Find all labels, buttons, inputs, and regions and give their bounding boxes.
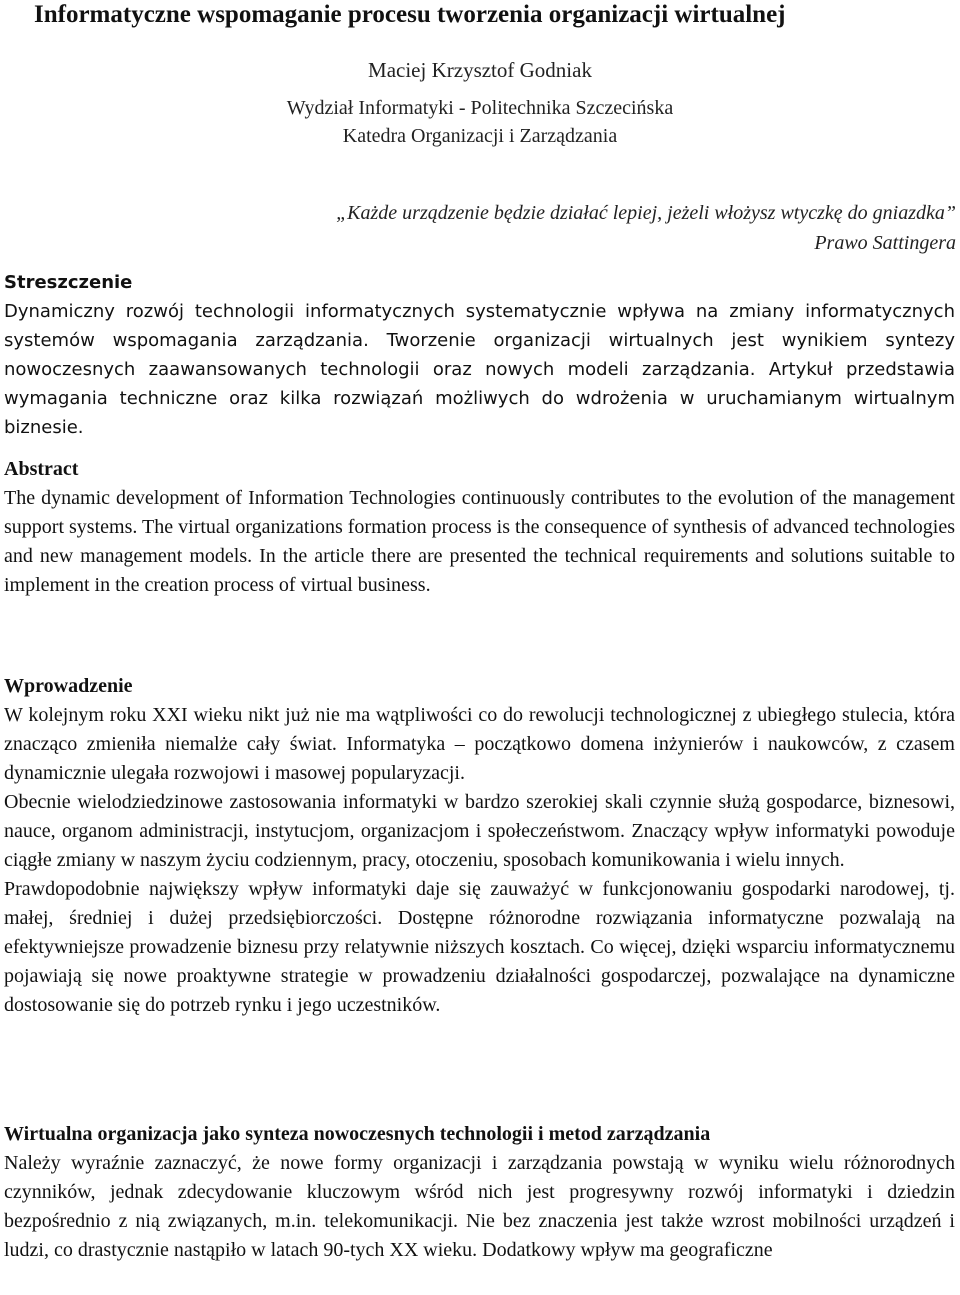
wirtualna-text: Należy wyraźnie zaznaczyć, że nowe formy organizacji i zarządzania powstają w wyniku wielu różnorodnych czynników, jednak zdecydowanie kluczowym wśród nich jest progresywny rozwój informatyki i dziedzin bezpośrednio z nią związanych, m.in. telekomunikacji. Nie bez znaczenia jest także wzrost mobilności urządzeń i ludzi, co drastycznie nastąpiło w latach 90-tych XX wieku. Dodatkowy wpływ ma geograficzne [4,1152,955,1261]
wprowadzenie-heading: Wprowadzenie [4,675,133,697]
streszczenie-heading: Streszczenie [4,272,133,293]
wprowadzenie-paragraph-3: Prawdopodobnie największy wpływ informatyki daje się zauważyć w funkcjonowaniu gospodarki narodowej, tj. małej, średniej i dużej przedsiębiorczości. Dostępne różnorodne rozwiązania informatyczne pozwalają na efektywniejsze prowadzenie biznesu przy relatywnie niższych kosztach. Co więcej, dzięki wsparciu informatycznemu pojawiają się nowe proaktywne strategie w prowadzeniu działalności gospodarczej, pozwalające na dynamiczne dostosowanie się do potrzeb rynku i jego uczestników. [4,878,955,1016]
epigraph [336,198,956,258]
epigraph-quote: „Każde urządzenie będzie działać lepiej, jeżeli włożysz wtyczkę do gniazdka” [336,202,956,224]
affiliation-department: Katedra Organizacji i Zarządzania [342,125,618,147]
affiliation [0,94,960,150]
wirtualna-section [4,1120,955,1265]
paper-title: Informatyczne wspomaganie procesu tworzenia organizacji wirtualnej [34,1,786,28]
abstract-heading: Abstract [4,458,79,480]
wprowadzenie-paragraph-1: W kolejnym roku XXI wieku nikt już nie ma wątpliwości co do rewolucji technologicznej z ubiegłego stulecia, która znacząco zmieniła niemalże cały świat. Informatyka – początkowo domena inżynierów i naukowców, z czasem dynamicznie ulegała rozwojowi i masowej popularyzacji. [4,704,955,784]
author-name: Maciej Krzysztof Godniak [368,58,592,82]
epigraph-source: Prawo Sattingera [814,232,956,254]
wirtualna-heading: Wirtualna organizacja jako synteza nowoczesnych technologii i metod zarządzania [4,1123,711,1145]
streszczenie-section [4,268,955,442]
affiliation-faculty: Wydział Informatyki - Politechnika Szczecińska [286,97,674,119]
wprowadzenie-paragraph-2: Obecnie wielodziedzinowe zastosowania informatyki w bardzo szerokiej skali czynnie służą gospodarce, biznesowi, nauce, organom administracji, instytucjom, organizacjom i społeczeństwom. Znaczący wpływ informatyki powoduje ciągłe zmiany w naszym życiu codziennym, pracy, otoczeniu, sposobach komunikowania i wielu innych. [4,791,955,871]
abstract-text: The dynamic development of Information Technologies continuously contributes to the evolution of the management support systems. The virtual organizations formation process is the consequence of synthesis of advanced technologies and new management models. In the article there are presented the technical requirements and solutions suitable to implement in the creation process of virtual business. [4,487,955,596]
streszczenie-text: Dynamiczny rozwój technologii informatycznych systematycznie wpływa na zmiany informatycznych systemów wspomagania zarządzania. Tworzenie organizacji wirtualnych jest wynikiem syntezy nowoczesnych zaawansowanych technologii oraz nowych modeli zarządzania. Artykuł przedstawia wymagania techniczne oraz kilka rozwiązań możliwych do wdrożenia w uruchamianym wirtualnym biznesie. [4,301,955,438]
wprowadzenie-section [4,672,955,1020]
abstract-section [4,455,955,600]
